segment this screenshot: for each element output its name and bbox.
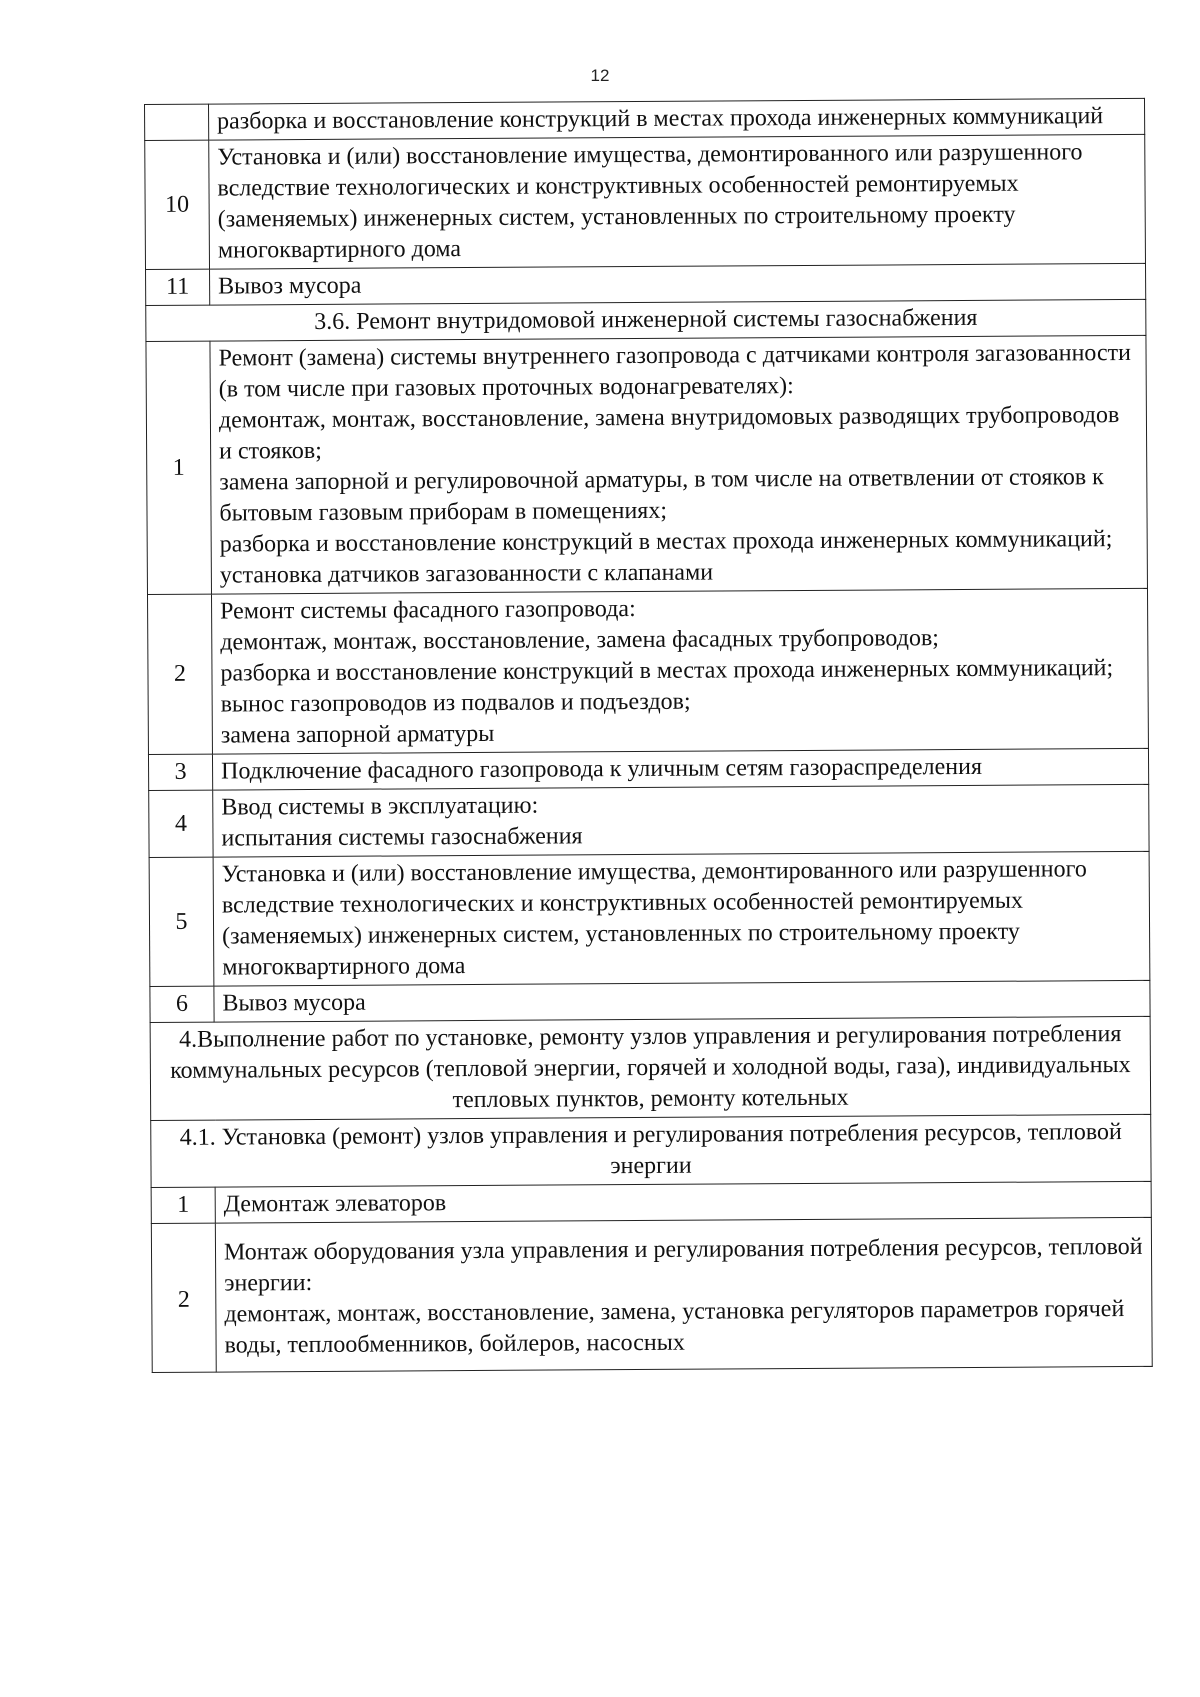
table-row <box>146 263 1146 305</box>
table-body <box>145 98 1153 1372</box>
row-description: Ввод системы в эксплуатацию: испытания системы газоснабжения <box>213 784 1149 857</box>
row-number: 1 <box>146 341 212 594</box>
row-number: 11 <box>146 269 210 305</box>
row-number: 6 <box>150 986 214 1022</box>
row-description: Вывоз мусора <box>214 980 1150 1022</box>
table-row <box>145 134 1146 269</box>
row-number: 4 <box>149 790 213 857</box>
row-number: 3 <box>148 754 212 790</box>
row-number <box>145 104 209 140</box>
row-description: разборка и восстановление конструкций в местах прохода инженерных коммуникаций <box>209 98 1145 140</box>
row-description: Вывоз мусора <box>210 263 1146 305</box>
row-number: 2 <box>147 594 212 754</box>
table-row <box>146 335 1148 594</box>
row-description: Подключение фасадного газопровода к уличным сетям газораспределения <box>212 748 1148 790</box>
page-number: 12 <box>590 66 610 85</box>
table-row <box>151 1217 1152 1372</box>
table-row <box>145 98 1145 140</box>
main-section-heading: 4.Выполнение работ по установке, ремонту узлов управления и регулирования потребления коммунальных ресурсов (тепловой энергии, горячей и холодной воды, газа), индивидуальных тепловых пунктов, ремонту котельных <box>150 1016 1151 1120</box>
table-row <box>149 784 1149 857</box>
row-description: Демонтаж элеваторов <box>215 1181 1151 1223</box>
row-description: Монтаж оборудования узла управления и регулирования потребления ресурсов, тепловой энергии: демонтаж, монтаж, восстановление, замена, установка регуляторов параметров горячей воды, теплообменников, бойлеров, насосных <box>215 1217 1152 1372</box>
table-row <box>149 851 1150 986</box>
row-number: 5 <box>149 857 214 986</box>
heading-row <box>146 299 1146 341</box>
table-row <box>147 588 1148 754</box>
row-number: 10 <box>145 140 210 269</box>
row-description: Ремонт системы фасадного газопровода: демонтаж, монтаж, восстановление, замена фасадных трубопроводов; разборка и восстановление конструкций в местах прохода инженерных коммуникаций; вынос газопроводов из подвалов и подъездов; замена запорной арматуры <box>211 588 1148 754</box>
table-row <box>150 980 1150 1022</box>
row-description: Установка и (или) восстановление имущества, демонтированного или разрушенного вследствие технологических и конструктивных особенностей ремонтируемых (заменяемых) инженерных систем, установленных по строительному проекту многоквартирного дома <box>209 134 1146 269</box>
work-list-table <box>144 98 1153 1373</box>
heading-row <box>150 1016 1151 1120</box>
subsection-heading: 4.1. Установка (ремонт) узлов управления и регулирования потребления ресурсов, тепловой энергии <box>151 1114 1151 1187</box>
table-row <box>148 748 1148 790</box>
row-number: 2 <box>151 1223 216 1372</box>
row-number: 1 <box>151 1187 215 1223</box>
heading-row <box>151 1114 1151 1187</box>
row-description: Установка и (или) восстановление имущества, демонтированного или разрушенного вследствие технологических и конструктивных особенностей ремонтируемых (заменяемых) инженерных систем, установленных по строительному проекту многоквартирного дома <box>213 851 1150 986</box>
row-description: Ремонт (замена) системы внутреннего газопровода с датчиками контроля загазованности (в том числе при газовых проточных водонагревателях): демонтаж, монтаж, восстановление, замена внутридомовых разводящих трубопроводов и стояков; замена запорной и регулировочной арматуры, в том числе на ответвлении от стояков к бытовым газовым приборам в помещениях; разборка и восстановление конструкций в местах прохода инженерных коммуникаций; установка датчиков загазованности с клапанами <box>210 335 1148 594</box>
section-heading: 3.6. Ремонт внутридомовой инженерной системы газоснабжения <box>146 299 1146 341</box>
table-row <box>151 1181 1151 1223</box>
